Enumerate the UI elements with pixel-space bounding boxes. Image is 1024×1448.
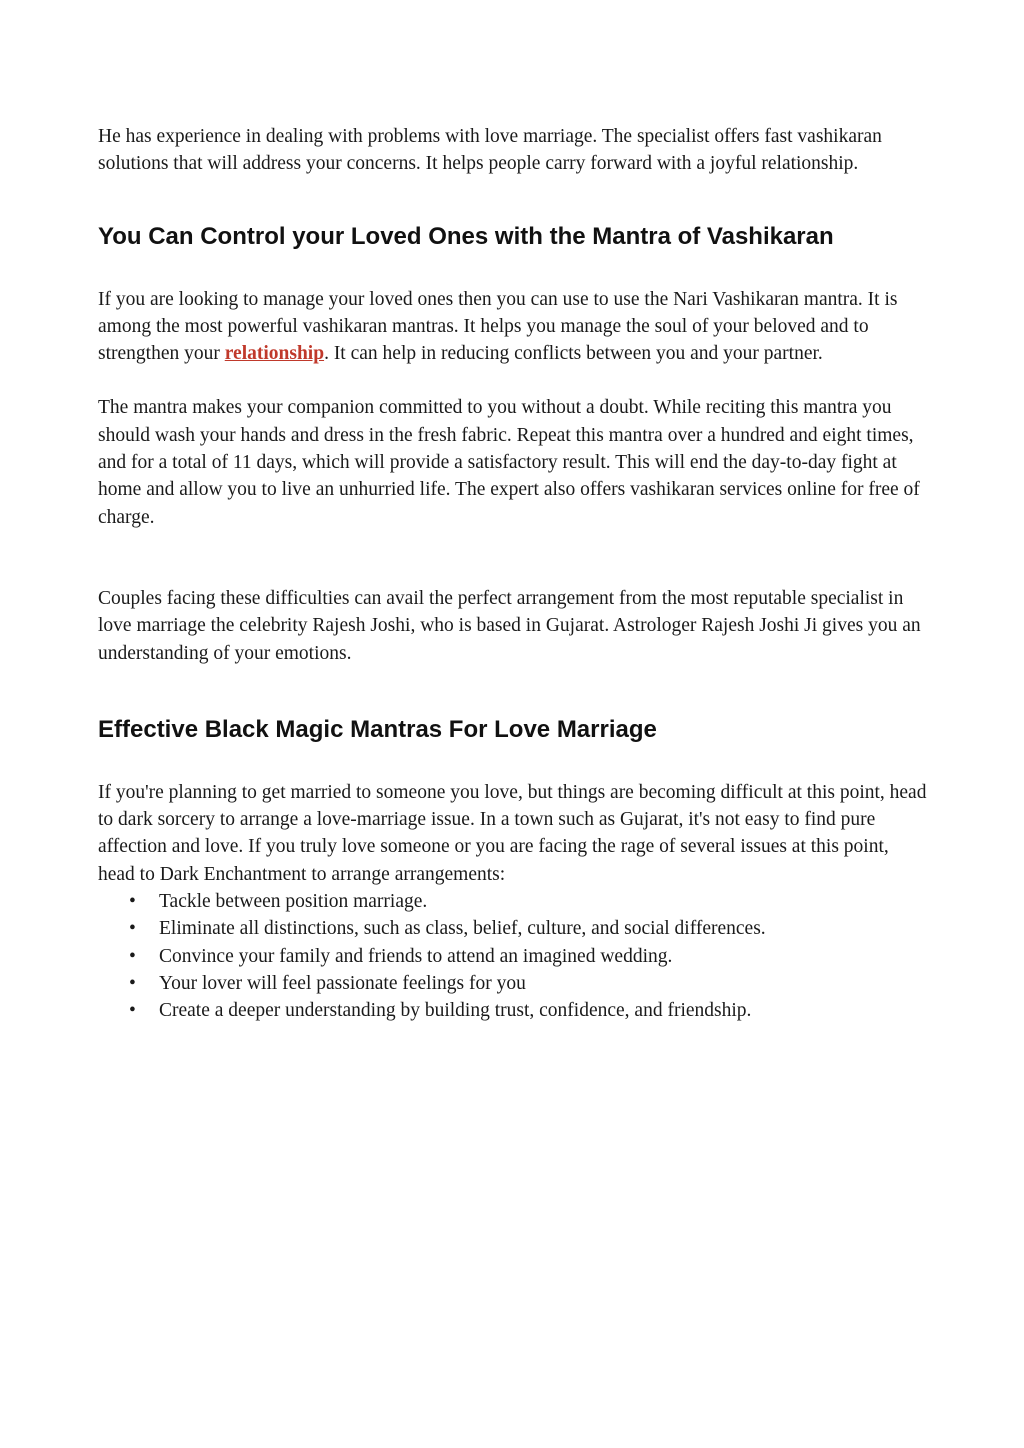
- paragraph-couples: Couples facing these difficulties can avail the perfect arrangement from the most reputable specialist in love marriage the celebrity Rajesh Joshi, who is based in Gujarat. Astrologer Rajesh Joshi Ji gives you an understanding of your emotions.: [98, 587, 921, 664]
- paragraph-nari-vashikaran: [98, 286, 928, 368]
- list-item: [129, 970, 928, 997]
- document-body: [98, 123, 928, 1025]
- heading-control-loved-ones: You Can Control your Loved Ones with the Mantra of Vashikaran: [98, 222, 834, 250]
- paragraph-text-after-link: . It can help in reducing conflicts between you and your partner.: [324, 343, 823, 365]
- list-item: [129, 915, 928, 942]
- list-item-text: Eliminate all distinctions, such as class, belief, culture, and social differences.: [159, 918, 766, 940]
- list-item-text: Tackle between position marriage.: [159, 891, 428, 913]
- list-item: [129, 943, 928, 970]
- bullet-icon: •: [129, 1000, 136, 1022]
- heading-black-magic: Effective Black Magic Mantras For Love Marriage: [98, 715, 657, 743]
- bullet-icon: •: [129, 945, 136, 967]
- list-item-text: Your lover will feel passionate feelings for you: [159, 972, 526, 994]
- bullet-icon: •: [129, 972, 136, 994]
- relationship-link[interactable]: relationship: [224, 343, 325, 365]
- list-item-text: Convince your family and friends to attend an imagined wedding.: [159, 945, 673, 967]
- paragraph-planning-marriage: If you're planning to get married to someone you love, but things are becoming difficult at this point, head to dark sorcery to arrange a love-marriage issue. In a town such as Gujarat, it's not easy to find pure affection and love. If you truly love someone or you are facing the rage of several issues at this point, head to Dark Enchantment to arrange arrangements:: [98, 781, 927, 885]
- bullet-icon: •: [129, 918, 136, 940]
- paragraph-mantra-instructions: The mantra makes your companion committed to you without a doubt. While reciting this mantra you should wash your hands and dress in the fresh fabric. Repeat this mantra over a hundred and eight times, and for a total of 11 days, which will provide a satisfactory result. This will end the day-to-day fight at home and allow you to live an unhurried life. The expert also offers vashikaran services online for free of charge.: [98, 397, 920, 528]
- list-item: [129, 997, 928, 1024]
- paragraph-intro: He has experience in dealing with problems with love marriage. The specialist offers fast vashikaran solutions that will address your concerns. It helps people carry forward with a joyful relationship.: [98, 126, 882, 175]
- list-item: [129, 888, 928, 915]
- list-item-text: Create a deeper understanding by building trust, confidence, and friendship.: [159, 1000, 752, 1022]
- benefits-list: [98, 888, 928, 1024]
- bullet-icon: •: [129, 891, 136, 913]
- paragraph-text-before-link: If you are looking to manage your loved ones then you can use to use the Nari Vashikaran mantra. It is among the most powerful vashikaran mantras. It helps you manage the soul of your beloved and to strengthen your: [98, 288, 898, 365]
